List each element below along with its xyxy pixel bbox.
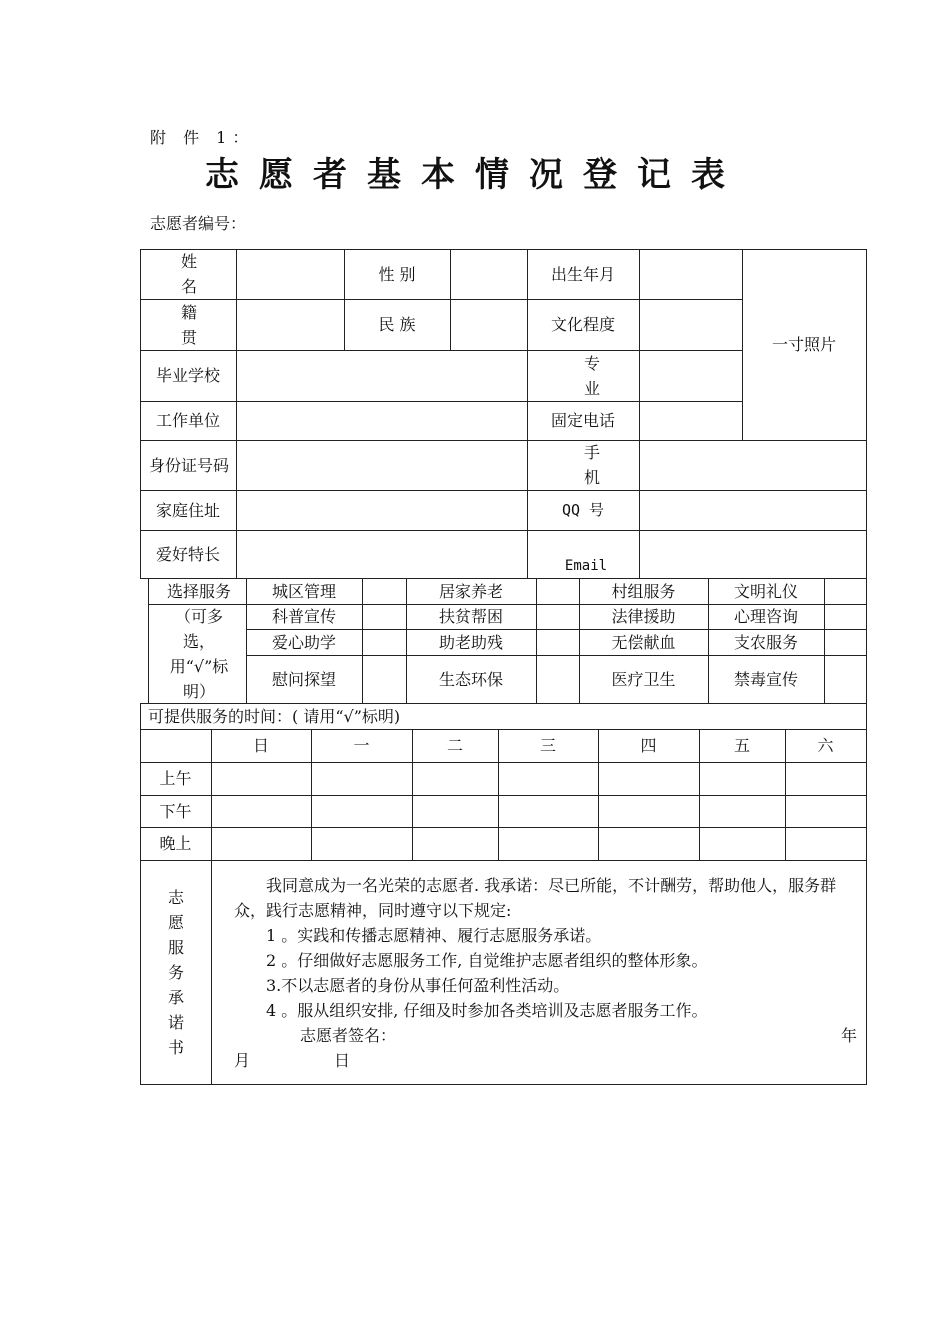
service-label: 选择服务（可多选，用“√”标明） xyxy=(166,581,231,701)
photo-box[interactable]: 一寸照片 xyxy=(771,335,836,354)
service-check-box[interactable] xyxy=(537,579,579,604)
day-header: 五 xyxy=(733,736,750,755)
id-number-label: 身份证号码 xyxy=(148,455,229,475)
name-label: 姓名 xyxy=(180,252,197,296)
service-item: 助老助残 xyxy=(438,632,503,652)
service-item: 居家养老 xyxy=(438,582,503,601)
birth-label: 出生年月 xyxy=(550,264,615,284)
day-header: 三 xyxy=(539,736,556,755)
email-field[interactable] xyxy=(639,530,866,578)
origin-label: 籍贯 xyxy=(180,302,197,347)
ethnicity-label: 民 族 xyxy=(378,315,416,334)
service-item: 生态环保 xyxy=(438,669,503,689)
service-check-box[interactable] xyxy=(825,579,866,604)
service-item: 城区管理 xyxy=(271,582,336,601)
service-item: 扶贫帮困 xyxy=(438,607,503,626)
period-label: 晚上 xyxy=(159,834,192,853)
pledge-intro: 我同意成为一名光荣的志愿者. 我承诺：尽已所能，不计酬劳，帮助他人，服务群众，践行志愿精神，同时遵守以下规定: xyxy=(234,876,837,920)
pledge-rule: 2 。仔细做好志愿服务工作, 自觉维护志愿者组织的整体形象。 xyxy=(266,951,708,970)
major-field[interactable] xyxy=(639,350,742,401)
origin-field[interactable] xyxy=(236,299,344,350)
service-item: 法律援助 xyxy=(611,607,676,626)
service-check-box[interactable] xyxy=(825,629,866,655)
day-header: 六 xyxy=(817,736,834,755)
date-month-label: 月 xyxy=(234,1051,251,1070)
signature-field[interactable] xyxy=(396,1026,816,1046)
pledge-label: 志愿服务承诺书 xyxy=(167,888,184,1057)
mobile-label: 手机 xyxy=(583,443,600,487)
date-day-label: 日 xyxy=(334,1051,351,1070)
signature-label: 志愿者签名： xyxy=(300,1026,397,1045)
qq-field[interactable] xyxy=(639,490,866,530)
major-label: 专业 xyxy=(583,353,600,398)
service-check-box[interactable] xyxy=(825,604,866,629)
employer-label: 工作单位 xyxy=(155,411,220,430)
service-item: 心理咨询 xyxy=(733,607,798,626)
id-number-field[interactable] xyxy=(236,440,527,490)
volunteer-number-label: 志愿者编号： xyxy=(150,214,247,233)
education-label: 文化程度 xyxy=(550,315,615,334)
ethnicity-field[interactable] xyxy=(450,299,527,350)
day-header: 二 xyxy=(446,736,463,755)
mobile-field[interactable] xyxy=(639,440,866,490)
service-check-box[interactable] xyxy=(825,655,866,703)
pledge-rule: 4 。服从组织安排, 仔细及时参加各类培训及志愿者服务工作。 xyxy=(266,1001,708,1020)
service-item: 科普宣传 xyxy=(271,607,336,626)
birth-field[interactable] xyxy=(639,249,742,299)
qq-label: QQ 号 xyxy=(561,500,605,519)
service-check-box[interactable] xyxy=(537,629,579,655)
service-check-box[interactable] xyxy=(537,655,579,703)
service-check-box[interactable] xyxy=(537,604,579,629)
date-year-label: 年 xyxy=(841,1026,858,1045)
service-item: 无偿献血 xyxy=(611,632,676,652)
pledge-rule: 3.不以志愿者的身份从事任何盈利性活动。 xyxy=(266,976,570,995)
hobby-label: 爱好特长 xyxy=(155,544,220,564)
landline-field[interactable] xyxy=(639,401,742,440)
period-label: 上午 xyxy=(159,769,192,788)
employer-field[interactable] xyxy=(236,401,527,440)
service-check-box[interactable] xyxy=(363,629,406,655)
attachment-label: 附 件 1： xyxy=(150,128,255,147)
service-item: 村组服务 xyxy=(611,582,676,601)
service-item: 文明礼仪 xyxy=(733,582,798,601)
period-label: 下午 xyxy=(159,801,192,821)
day-header: 日 xyxy=(252,736,269,755)
school-label: 毕业学校 xyxy=(155,366,220,385)
day-header: 四 xyxy=(640,736,657,755)
service-check-box[interactable] xyxy=(363,604,406,629)
availability-grid[interactable] xyxy=(212,763,866,860)
gender-label: 性 别 xyxy=(378,264,416,284)
service-item: 支农服务 xyxy=(733,632,798,652)
email-label: Email xyxy=(564,557,608,574)
hobby-field[interactable] xyxy=(236,530,527,578)
education-field[interactable] xyxy=(639,299,742,350)
service-check-box[interactable] xyxy=(363,579,406,604)
address-field[interactable] xyxy=(236,490,527,530)
landline-label: 固定电话 xyxy=(550,411,615,430)
name-field[interactable] xyxy=(236,249,344,299)
service-item: 慰问探望 xyxy=(271,669,336,689)
page-title: 志愿者基本情况登记表 xyxy=(205,155,745,195)
address-label: 家庭住址 xyxy=(155,500,220,520)
day-header: 一 xyxy=(353,736,370,755)
service-item: 医疗卫生 xyxy=(611,669,676,689)
school-field[interactable] xyxy=(236,350,527,401)
service-item: 爱心助学 xyxy=(271,632,336,652)
service-item: 禁毒宣传 xyxy=(733,669,798,689)
service-check-box[interactable] xyxy=(363,655,406,703)
gender-field[interactable] xyxy=(450,249,527,299)
pledge-rule: 1 。实践和传播志愿精神、履行志愿服务承诺。 xyxy=(266,926,602,945)
availability-label: 可提供服务的时间：( 请用“√”标明) xyxy=(148,707,401,726)
